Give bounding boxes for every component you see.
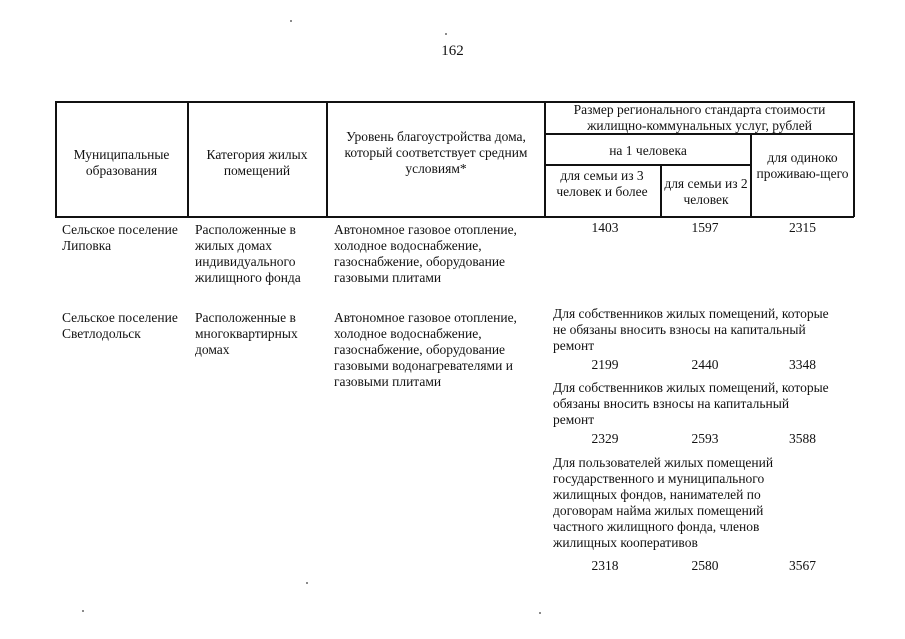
scan-speck <box>306 582 308 584</box>
row2-group2-single-value: 3588 <box>789 431 816 446</box>
scan-speck <box>290 20 292 22</box>
row1-municipality: Сельское поселение Липовка <box>62 222 178 253</box>
header-housing-category: Категория жилых помещений <box>206 147 308 178</box>
row2-group1-family3-value: 2199 <box>591 357 619 372</box>
row2-group1-single-value: 3348 <box>789 357 816 372</box>
header-municipalities: Муниципальные образования <box>73 147 170 178</box>
row2-group3-family3-value: 2318 <box>591 558 619 573</box>
row2-municipality: Сельское поселение Светлодольск <box>62 310 178 341</box>
row2-group3-single-value: 3567 <box>789 558 816 573</box>
row2-group3-label: Для пользователей жилых помещений государственного и муниципального жилищных фондов, нанимателей по договорам найма жилых помещений частного жилищного фонда, членов жилищных кооперативов <box>553 455 774 550</box>
row2-group1-label: Для собственников жилых помещений, которые не обязаны вносить взносы на капитальный ремонт <box>553 306 829 353</box>
row2-group2-label: Для собственников жилых помещений, которые обязаны вносить взносы на капитальный ремонт <box>553 380 829 427</box>
page-number: 162 <box>441 43 464 59</box>
row2-group1-family2-value: 2440 <box>691 357 719 372</box>
header-family-3: для семьи из 3 человек и более <box>556 168 648 199</box>
row1-level: Автономное газовое отопление, холодное водоснабжение, газоснабжение, оборудование газовыми плитами <box>334 222 517 285</box>
row2-group2-family2-value: 2593 <box>691 431 719 446</box>
row1-family3-value: 1403 <box>591 220 619 235</box>
header-family-2: для семьи из 2 человек <box>664 176 748 207</box>
row1-single-value: 2315 <box>789 220 816 235</box>
row2-group3-family2-value: 2580 <box>691 558 719 573</box>
scan-speck <box>539 612 541 614</box>
header-group-title: Размер регионального стандарта стоимости жилищно-коммунальных услуг, рублей <box>573 102 826 133</box>
scan-speck <box>82 610 84 612</box>
header-single: для одиноко проживаю-щего <box>756 150 849 181</box>
row2-level: Автономное газовое отопление, холодное водоснабжение, газоснабжение, оборудование газовыми водонагревателями и газовыми плитами <box>334 310 517 389</box>
row1-family2-value: 1597 <box>691 220 719 235</box>
row2-category: Расположенные в многоквартирных домах <box>195 310 298 357</box>
header-per-person: на 1 человека <box>609 143 687 158</box>
row2-group2-family3-value: 2329 <box>591 431 619 446</box>
scan-speck <box>445 33 447 35</box>
header-amenity-level: Уровень благоустройства дома, который соответствует средним условиям* <box>344 129 528 176</box>
row1-category: Расположенные в жилых домах индивидуального жилищного фонда <box>195 222 301 285</box>
